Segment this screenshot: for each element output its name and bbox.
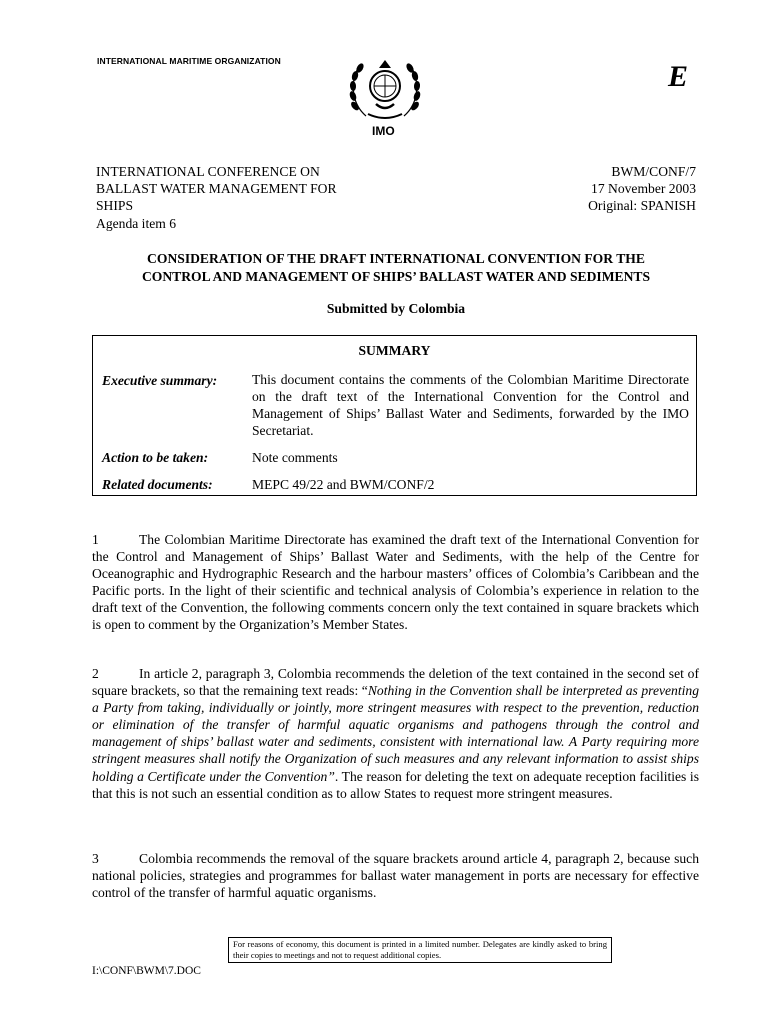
paragraph-2-text-a: In article 2, paragraph 3, Colombia recommends the deletion of the text contained in the second set of square brackets, so that the remaining text reads: “ <box>92 666 699 699</box>
paragraph-1-text: The Colombian Maritime Directorate has examined the draft text of the International Convention for the Control and Management of Ships’ Ballast Water and Sediments, with the help of the Centre for Oceanographic and Hydrographic Research and the harbour masters’ offices of Colombia’s Caribbean and the Pacific ports. In the light of their scientific and technical analysis of Colombia’s experience in relation to the draft text of the Convention, the following comments concern only the text contained in square brackets which is open to comment by the Organization’s Member States. <box>92 532 699 633</box>
agenda-item: Agenda item 6 <box>96 215 177 231</box>
paragraph-1-number: 1 <box>92 532 99 547</box>
summary-heading: SUMMARY <box>358 343 431 358</box>
title-line-2: CONTROL AND MANAGEMENT OF SHIPS’ BALLAST WATER AND SEDIMENTS <box>141 268 651 284</box>
paragraph-3-text: Colombia recommends the removal of the square brackets around article 4, paragraph 2, because such national policies, strategies and programmes for ballast water management in ports are necessary for effective control of the transfer of harmful aquatic organisms. <box>92 851 699 901</box>
executive-summary-label: Executive summary: <box>102 373 218 388</box>
paragraph-2 <box>92 665 699 802</box>
paragraph-2-quote: Nothing in the Convention shall be interpreted as preventing a Party from taking, individually or jointly, more stringent measures with respect to the prevention, reduction or elimination of the transfer of harmful aquatic organisms and pathogens through the control and management of ships’ ballast water and sediments, consistent with international law. A Party requiring more stringent measures shall notify the Organization of such measures and any relevant information to assist ships holding a Certificate under the Convention” <box>92 683 699 784</box>
conference-line-1: INTERNATIONAL CONFERENCE ON <box>96 164 320 179</box>
related-documents-label: Related documents: <box>102 477 213 492</box>
paragraph-3-number: 3 <box>92 851 99 866</box>
conference-line-3: SHIPS <box>96 198 134 214</box>
conference-line-2: BALLAST WATER MANAGEMENT FOR <box>96 181 337 197</box>
document-reference <box>476 163 696 215</box>
action-text: Note comments <box>252 450 338 465</box>
submitted-by: Submitted by Colombia <box>326 301 466 316</box>
executive-summary-text: This document contains the comments of the Colombian Maritime Directorate on the draft text of the International Convention for the Control and Management of Ships’ Ballast Water and Sediments, forwarded by the IMO Secretariat. <box>252 372 689 438</box>
title-line-1: CONSIDERATION OF THE DRAFT INTERNATIONAL CONVENTION FOR THE <box>147 251 645 266</box>
document-date: 17 November 2003 <box>591 181 696 197</box>
economy-note: For reasons of economy, this document is printed in a limited number. Delegates are kindly asked to bring their copies to meetings and not to request additional copies. <box>228 937 612 963</box>
document-title <box>96 250 696 285</box>
paragraph-2-text-b: . The reason for deleting the text on adequate reception facilities is that this is not such an essential condition as to allow States to request more stringent measures. <box>92 768 699 801</box>
file-path: I:\CONF\BWM\7.DOC <box>92 965 201 977</box>
paragraph-1 <box>92 531 699 634</box>
document-symbol: BWM/CONF/7 <box>611 164 696 179</box>
paragraph-2-number: 2 <box>92 666 99 681</box>
imo-emblem-icon <box>346 56 424 122</box>
action-label: Action to be taken: <box>102 450 209 465</box>
conference-block <box>96 163 396 232</box>
summary-box <box>92 335 697 496</box>
organization-name: INTERNATIONAL MARITIME ORGANIZATION <box>97 56 281 66</box>
language-code: E <box>668 60 689 93</box>
original-language: Original: SPANISH <box>588 198 696 214</box>
paragraph-3 <box>92 850 699 901</box>
imo-logo-text: IMO <box>372 124 395 138</box>
related-documents-text: MEPC 49/22 and BWM/CONF/2 <box>252 477 435 492</box>
